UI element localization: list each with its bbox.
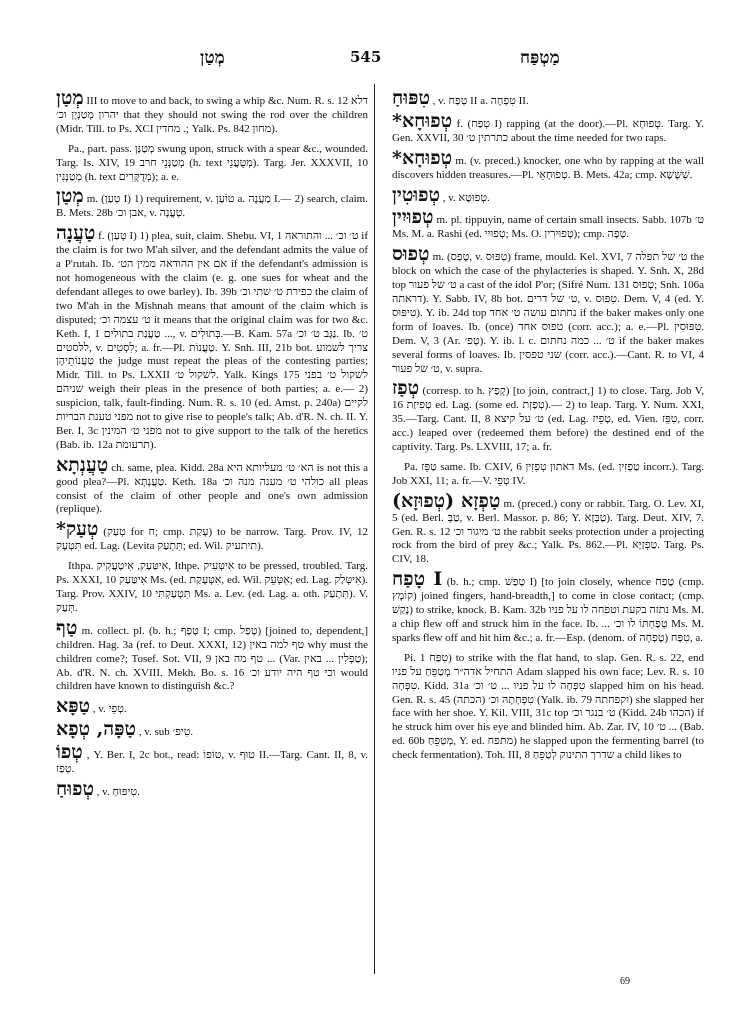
page-number: 545 — [350, 48, 382, 66]
dictionary-entry — [56, 87, 369, 137]
dictionary-entry — [392, 377, 705, 455]
entry-text: f. (טְעַן I) 1) plea, suit, claim. Shebu. VI, 1 ט׳ וכ׳ ... והתוראה if the claim is for two M'ah silver, and the defendant admits the value of a P'rutah. Ib. אם אין ההודאה ממין הט׳ if the defendant's admission is not homogeneous with the claim (e. g. one sues for wheat and the defendant alleges to owe barley). Ib. 39b כפירת ט׳ שתי וכ׳ the claim of two M'ah in the Mishnah means that amount of the claim which is disputed; ט׳ עצמה וכ׳ it means that the original claim was for two &c. Keth. I, 1 טַעֲנַת בתולים ..., v. בְּתוּלִים.—B. Kam. 57a נַגָּב ט׳ וכ׳. Ib. ט׳ ללסטים, v. לִסְטִים; a. fr.—Pl. טַעֲנוֹת. Y. Snh. III, 21b bot. צריך לשמוע טַעֲנוֹתֵיהֶן the judge must repeat the pleas of the contesting parties; Midr. Till. to Ps. LXXII לשקול ט׳. Yalk. Kings 175 לשקול ט׳ בפני שניהם weigh their pleas in the presence of both parties; a. e.— 2) suspicion, talk, fault-finding. Num. R. s. 10 (ed. Amst. p. 240a) לקיים מפני טענת הבריות not to give rise to people's talk; Ab. d'R. N. ch. II. Y. Ber. I, 3c מפני ט׳ המינין not to give support to the talk of the heretics (Bab. ib. 12a תרעומת). — [56, 230, 368, 451]
dictionary-entry — [392, 146, 704, 183]
entry-text: , v. טְפוּטָא. — [442, 191, 490, 204]
entry-headword: מְטַן — [56, 185, 84, 208]
signature-mark: 69 — [620, 976, 630, 987]
left-column — [56, 87, 369, 806]
dictionary-entry — [392, 87, 704, 109]
right-column — [392, 87, 705, 769]
entry-headword: טַף — [56, 616, 78, 639]
entry-text: f. (טְפַח I) rapping (at the door).—Pl. טְפוּחָא. Targ. Y. Gen. XXVII, 30 כתרתין ט׳ about the time needed for two raps. — [392, 117, 705, 144]
entry-text: , v. טִיפּוּחַ. — [96, 785, 140, 798]
entry-headword: טַעֲנָה — [56, 222, 96, 245]
entry-headword: טְפוּחַ — [56, 777, 94, 800]
dictionary-entry — [56, 518, 369, 554]
entry-text: Pa. טַפֵּז same. Ib. CXIV, 6 דאתון טְפְזִין Ms. (ed. טַפְזִין incorr.). Targ. Job XXI, 11; a. fr.—V. טְפֵי IV. — [392, 460, 705, 487]
page-header — [0, 48, 750, 72]
entry-text: , v. טְפֵי. — [92, 703, 127, 716]
entry-text: ch. same, plea. Kidd. 28a הא׳ ט׳ מעליותא היא is not this a good plea?—Pl. טַעֲנָתָא. Keth. 18a כולהי ט׳ מענה מנה וכ׳ all pleas consist of the claim of other people and one's own admission (replique). — [56, 461, 369, 516]
entry-headword: מְטַן — [56, 87, 84, 109]
dictionary-entry — [56, 616, 369, 695]
dictionary-entry — [392, 489, 705, 568]
dictionary-entry — [392, 109, 705, 146]
dictionary-entry — [392, 243, 705, 376]
dictionary-entry — [56, 222, 368, 453]
entry-text: m. pl. tippuyin, name of certain small insects. Sabb. 107b ט׳ Ms. M. a. Rashi (ed. טְפוּיִי; Ms. O. טְפוּיִרִין); cmp. טְפָה. — [392, 214, 704, 241]
entry-headword: טַעֲנְתָא — [56, 453, 109, 476]
dictionary-entry — [56, 143, 368, 185]
entry-text: , v. sub טִיפ׳. — [138, 726, 194, 739]
running-head-left: מְטַן — [200, 48, 225, 68]
dictionary-entry — [392, 206, 704, 242]
entry-headword: *טְפוּחָא — [392, 109, 453, 132]
entry-headword: טִפּוּחַ — [392, 87, 430, 109]
entry-text: , v. טְפַח II a. טִפְחָה II. — [432, 95, 529, 107]
dictionary-entry — [56, 718, 368, 741]
entry-text: m. collect. pl. (b. h.; טָפַף I; cmp. טָפַל) [joined to, dependent,] children. Hag. 3a (ref. to Deut. XXXI, 12) טף למה באין why must the children come?; Tosef. Sot. VII, 9 טף מה באן ... (Var. טַפְלִין ... באין); Ab. d'R. N. ch. XVIII. Mekh. Bo. s. 16 וכי טף היה יודע וכ׳ would children have known to distinguish &c.? — [56, 624, 369, 693]
entry-text: , Y. Ber. I, 2c bot., read: טוֹפוֹ, v. טוּף II.—Targ. Cant. II, 8, v. טְפַז. — [56, 749, 369, 776]
dictionary-entry — [56, 741, 369, 777]
entry-text: m. (preced.) cony or rabbit. Targ. O. Lev. XI, 5 (ed. Berl. טַבְּ, v. Berl. Massor. p. 86; Y. טַבְּזָא). Targ. Deut. XIV, 7. Gen. R. s. 12 ט׳ מיגור וכ׳ the rabbit seeks protection under a projecting rock from the bird of prey &c.; Yalk. Ps. 862.—Pl. טַפְזַיָּא. Targ. Ps. CIV, 18. — [392, 497, 705, 566]
dictionary-entry — [392, 652, 704, 763]
entry-headword: *טְעַק — [56, 518, 99, 541]
entry-text: Pi. טִפַּח 1) to strike with the flat hand, to slap. Gen. R. s. 22, end התחיל אדה״ר מְטַפֵּחַ על פניו Adam slapped his own face; Lev. R. s. 10 טִפְּחָה. Kidd. 31a טִפְּחָה לו על פניו ... ט׳ וכ׳ slapped him on his head. Gen. R. s. 45 (הכתה) טִפְּחָתָהּ וכ׳ (Yalk. ib. 79 וקפחתה) she slapped her face with her shoe. Y. Kil. VIII, 31c top ט׳ בנגר וכ׳ (Kidd. 24b הכהו) if he struck him over his eye and blinded him. Ab. Zar. IV, 10 ט׳ ... (Bab. ed. 60b מְטַפֵּחַ, Y. ed. מתפח) he slapped upon the fermenting barrel (to check fermentation). Toh. III, 8 שדרך התינוק לְטַפֵּחַ a child likes to — [392, 651, 705, 762]
entry-text: (corresp. to h. קָפַץ) [to join, contract,] 1) to close. Targ. Job V, 16 טְפִיזַת ed. Lag. (some ed. טְפַזְת).— 2) to leap. Targ. Y. Num. XXI, 35.—Targ. Cant. II, 8 ט׳ על קיצא (ed. Lag. טָפֵיז, ed. Vien. טִפֵּז, corr. acc.) leaped over (redeemed them before) the destined end of the captivity. Targ. Ps. LXVIII, 17; a. fr. — [392, 385, 705, 454]
dictionary-entry — [392, 461, 704, 489]
entry-headword: טְפוּטִין — [392, 183, 440, 206]
entry-headword: טְפוֹ — [56, 741, 83, 764]
entry-text: m. (v. preced.) knocker, one who by rapping at the wall discovers hidden treasures.—Pl. טְפוּחָאֵי. B. Mets. 42a; cmp. שְׁשָׁשָׁא. — [392, 154, 704, 181]
entry-text: (b. h.; cmp. טָפַשׁ I) [to join closely, whence טֶפַח (cmp. קוֹמֶץ) joined fingers, hand-breadth,] to come in close contact; (cmp. נָקַשׁ) to strike, knock. B. Kam. 32b נתזה בקעת וטפחה לו על פניו Ms. M. a chip flew off and struck him in the face. Ib. ... טְפַחְתּוֹ לו וכ׳ Ms. M. sparks flew off and hit him &c.; a. fr.—Esp. (denom. of טָפְחָה) טִפַּח, a. — [392, 576, 705, 644]
entry-headword: טַפְזָא (טְפוּזָא) — [392, 489, 501, 512]
dictionary-entry — [392, 183, 704, 206]
dictionary-entry — [56, 777, 368, 800]
entry-headword: טָפַח I — [392, 568, 443, 591]
entry-headword: *טְפוּחָא — [392, 146, 453, 169]
running-head-right: מַטְפַּח — [520, 48, 560, 68]
dictionary-entry — [392, 568, 705, 646]
dictionary-entry — [56, 695, 368, 718]
entry-headword: טְפַז — [392, 377, 420, 400]
dictionary-entry — [56, 185, 368, 221]
dictionary-entry — [56, 560, 368, 616]
entry-text: Pa., part. pass. מְטַנַּן swung upon, struck with a spear &c., wounded. Targ. Is. XIV, 19 מְטַנְּנֵי חרב (h. text מְטֻעֲנֵי). Targ. Jer. XXXVII, 10 מְטַנְּנִין (h. text מְדֻקָּרִים); a. e. — [56, 142, 369, 183]
entry-text: m. (טָפַס, v. טְפּוּס) frame, mould. Kel. XVI, 7 ט׳ של תפלה the block on which the case of the phylacteries is shaped. Y. Snh. X, 28d top ט׳ של פעור a cast of the idol P'or; (Sifré Num. 131 טְפוּס; Snh. 106a דראתה). Y. Sabb. IV, 8b bot. ט׳ של דרים, v. טִפּוּס. Dem. V, 4 (ed. Y. טִיפּוּס). Y. ib. 24d top נחתום עושה ט׳ אחד if the baker makes only one form of loaves. Ib. (once) טפוס אחד (corr. acc.); a. e.—Pl. טִפּוּסִין. Dem. V, 3 (Ar. טְפ׳). Y. ib. l. c. ט׳ ... כמה נחתום if the baker makes several forms of loaves. Ib. שני טפסין (corr. acc.).—Cant. R. to VI, 4 ט׳ של פעור, v. supra. — [392, 251, 705, 375]
dictionary-entry — [56, 453, 369, 518]
entry-text: III to move to and back, to swing a whip &c. Num. R. s. 12 דלא יהרון מְטַנְיָן וכ׳ that they should not swing the rod over the children (Midr. Till. to Ps. XCI מחדין .; Yalk. Ps. 842 מחון). — [56, 95, 369, 135]
entry-headword: טְפוּיִין — [392, 206, 434, 229]
entry-text: Ithpa. אִיטַּעַק, אִיטְעֲקִיק, Ithpe. אִיטְּעִיק to be pressed, troubled. Targ. Ps. XXXI, 10 אִיטַּעַק Ms. (ed. אִטְּעָקַת, ed. Wil. אִטְּעֵק; ed. Lag. אִיטְּלַק). Targ. Prov. XXIV, 10 תִּטְעַקְתִּי Ms. a. Lev. (ed. Lag. a. oth. תִּתְעַק). V. תְּעַק. — [56, 560, 368, 614]
entry-headword: טַפָּה, טְפָא — [56, 718, 136, 741]
entry-text: m. (טְעַן I) 1) requirement, v. טוֹעַן a. מַעֲנָה I.— 2) search, claim. B. Mets. 28b אבן וכ׳, v. טְעֲנָה. — [56, 193, 368, 220]
entry-headword: טַפָּא — [56, 695, 91, 718]
entry-headword: טְפוּס — [392, 243, 430, 266]
entry-text: (טְעַק for ח; cmp. עָקַת) to be narrow. Targ. Prov. IV, 12 תִּטְעָק ed. Lag. (Levita תִּתְעַק; ed. Wil. תיתעיק). — [56, 526, 369, 553]
column-divider — [374, 84, 375, 974]
